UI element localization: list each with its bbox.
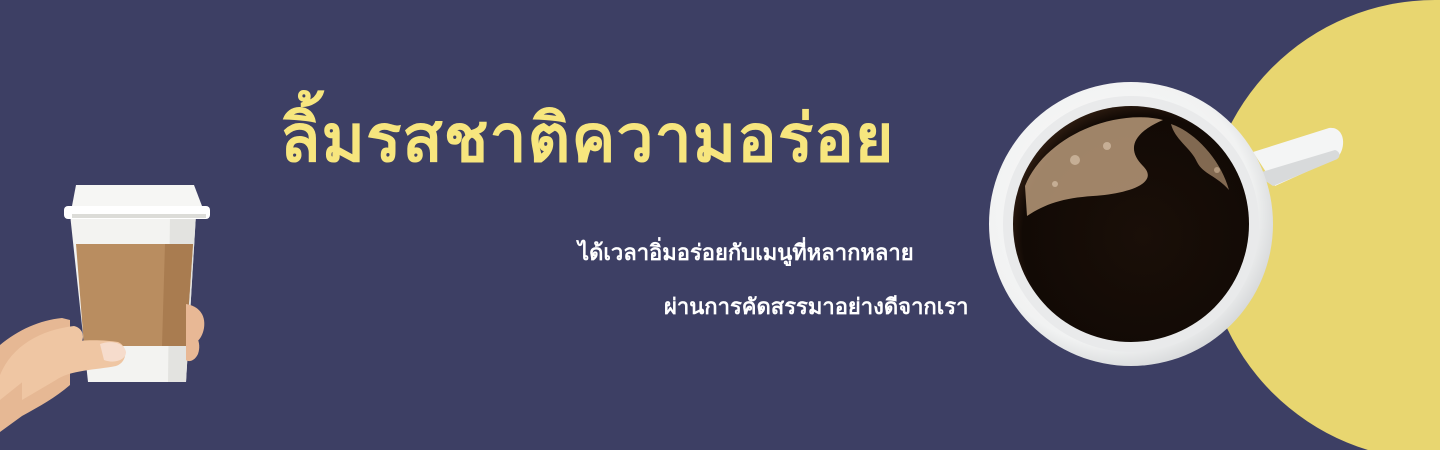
hand-holding-coffee-cup-image: [0, 170, 220, 440]
coffee-mug-top-view-image: [985, 78, 1345, 378]
headline: ลิ้มรสชาติความอร่อย: [280, 100, 895, 177]
subheadline-line-2: ผ่านการคัดสรรมาอย่างดีจากเรา: [664, 295, 969, 320]
subheadline-line-1: ได้เวลาอิ่มอร่อยกับเมนูที่หลากหลาย: [578, 241, 914, 266]
